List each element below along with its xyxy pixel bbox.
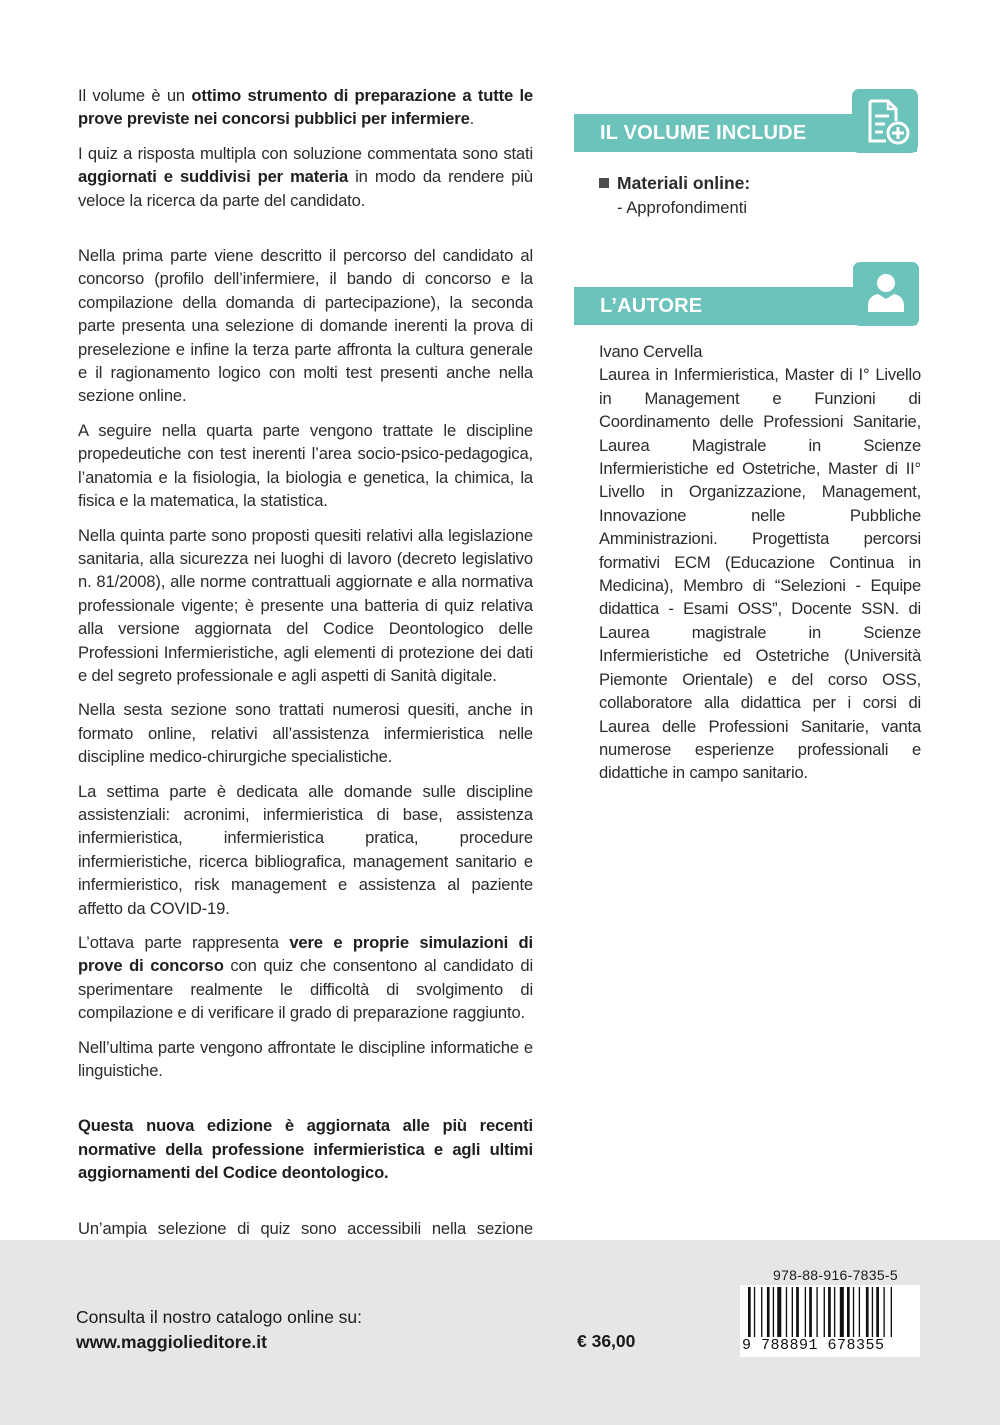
description-paragraph-8: L’ottava parte rappresenta vere e proprie simulazioni di prove di concorso con quiz che consentono al candidato di sperimentare realmente le difficoltà di svolgimento di compilazione e di verificare il grado di preparazione raggiunto. (78, 933, 533, 1023)
publisher-website-link[interactable]: www.maggiolieditore.it (76, 1332, 267, 1352)
barcode-bar (792, 1287, 793, 1337)
barcode-bar (748, 1287, 751, 1337)
catalog-text: Consulta il nostro catalogo online su: (76, 1307, 363, 1327)
price-label: € 36,00 (577, 1331, 636, 1351)
barcode-bar (859, 1287, 860, 1337)
barcode-bar (777, 1287, 781, 1337)
description-paragraph-7: La settima parte è dedicata alle domande sulle discipline assistenziali: acronimi, infermieristica di base, assistenza infermieristica, infermieristica pratica, procedure infermieristiche, ricerca bibliografica, management sanitario e infermieristico, risk management e assistenza al paziente affetto da COVID-19. (78, 781, 533, 918)
barcode-bar (840, 1287, 844, 1337)
author-bio (599, 340, 921, 785)
barcode-bar (816, 1287, 817, 1337)
edition-note: Questa nuova edizione è aggiornata alle più recenti normative della professione infermieristica e agli ultimi aggiornamenti del Codice deontologico. (78, 1116, 533, 1183)
author-header: L’AUTORE (574, 287, 917, 325)
barcode-bar (796, 1287, 799, 1337)
barcode-bars (740, 1285, 920, 1337)
barcode-bar (847, 1287, 850, 1337)
barcode-bar (767, 1287, 770, 1337)
description-paragraph-5: Nella quinta parte sono proposti quesiti relativi alla legislazione sanitaria, alla sicurezza nei luoghi di lavoro (decreto legislativo n. 81/2008), alle norme contrattuali aggiornate e alla normativa professionale vigente; è presente una batteria di quiz relativa alla versione aggiornata del Codice Deontologico delle Professioni Infermieristiche, agli elementi di protezione dei dati e del segreto professionale e agli aspetti di Sanità digitale. (78, 525, 533, 685)
barcode-bar (853, 1287, 854, 1337)
barcode-bar (754, 1287, 755, 1337)
barcode-bar (761, 1287, 762, 1337)
sub-list-item: - Approfondimenti (617, 198, 748, 218)
barcode-bar (872, 1287, 873, 1337)
barcode-bar (824, 1287, 825, 1337)
online-quiz-note: Un’ampia selezione di quiz sono accessibili nella sezione (78, 1218, 533, 1238)
barcode-bar (834, 1287, 835, 1337)
barcode-bar (786, 1287, 787, 1337)
barcode-bar (876, 1287, 879, 1337)
description-paragraph-2: I quiz a risposta multipla con soluzione commentata sono stati aggiornati e suddivisi per materia in modo da rendere più veloce la ricerca da parte del candidato. (78, 143, 534, 210)
description-paragraph-1: Il volume è un ottimo strumento di preparazione a tutte le prove previste nei concorsi pubblici per infermiere. (78, 86, 533, 129)
author-name: Ivano Cervella (599, 342, 703, 361)
bold-highlight: ottimo strumento di preparazione a tutte le prove previste nei concorsi pubblici per infermiere (78, 86, 533, 129)
description-paragraph-3: Nella prima parte viene descritto il percorso del candidato al concorso (profilo dell’infermiere, il bando di concorso e la compilazione della domanda di partecipazione), la seconda parte presenta una selezione di domande inerenti la prova di preselezione e infine la terza parte affronta la cultura generale e il ragionamento logico con molti test presenti anche nella sezione online. (78, 246, 533, 406)
person-icon (853, 262, 919, 326)
bullet-square-icon (599, 178, 609, 188)
catalog-info (76, 1305, 362, 1355)
description-paragraph-4: A seguire nella quarta parte vengono trattate le discipline propedeutiche con test inerenti l’area socio-psico-pedagogica, l’anatomia e la fisiologia, la biologia e genetica, la chimica, la fisica e la matematica, la statistica. (78, 420, 533, 511)
volume-include-list (599, 172, 750, 220)
description-paragraph-6: Nella sesta sezione sono trattati numerosi quesiti, anche in formato online, relativi all’assistenza infermieristica nelle discipline medico-chirurgiche specialistiche. (78, 700, 533, 767)
barcode-bar (809, 1287, 812, 1337)
description-paragraph-9: Nell’ultima parte vengono affrontate le discipline informatiche e linguistiche. (78, 1037, 533, 1081)
barcode-bar (805, 1287, 806, 1337)
bold-highlight: aggiornati e suddivisi per materia (78, 167, 349, 187)
barcode-digits: 9 788891 678355 (742, 1337, 917, 1357)
document-plus-icon (852, 89, 918, 153)
barcode-bar (773, 1287, 774, 1337)
barcode-bar (883, 1287, 884, 1337)
description-column (78, 84, 533, 1298)
barcode-bar (828, 1287, 831, 1337)
list-item: Materiali online: (599, 172, 750, 195)
volume-include-header: IL VOLUME INCLUDE (574, 114, 917, 152)
barcode-bar (891, 1287, 892, 1337)
bold-highlight: vere e proprie simulazioni di prove di concorso (78, 933, 533, 976)
barcode-bar (866, 1287, 869, 1337)
author-description: Laurea in Infermieristica, Master di I° Livello in Management e Funzioni di Coordinamento delle Professioni Sanitarie, Laurea Magistrale in Scienze Infermieristiche ed Ostetriche, Master di II° Livello in Organizzazione, Management, Innovazione nelle Pubbliche Amministrazioni. Progettista percorsi formativi ECM (Educazione Continua in Medicina), Membro di “Selezioni - Equipe didattica - Esami OSS”, Docente SSN. di Laurea magistrale in Scienze Infermieristiche ed Ostetriche (Università Piemonte Orientale) e del corso OSS, collaboratore alla didattica per i corsi di Laurea delle Professioni Sanitarie, vanta numerose esperienze professionali e didattiche in campo sanitario. (599, 365, 921, 783)
isbn-text: 978-88-916-7835-5 (773, 1267, 898, 1283)
